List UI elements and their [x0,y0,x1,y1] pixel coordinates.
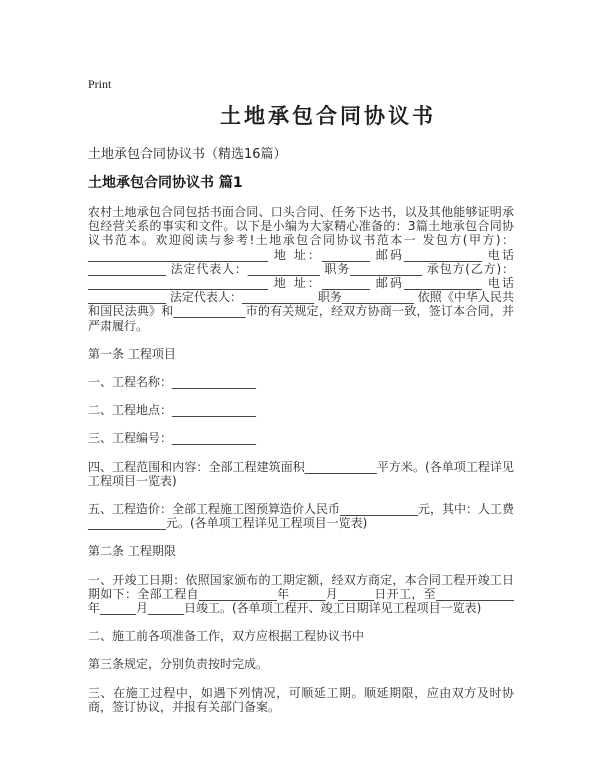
paragraph: 一、工程名称：______________ [88,375,257,390]
paragraph: 二、工程地点：______________ [88,403,257,418]
document-subtitle: 土地承包合同协议书（精选16篇） [88,147,287,162]
paragraph: 第一条 工程项目 [88,346,176,361]
paragraph: 三、工程编号：______________ [88,431,257,446]
print-link[interactable]: Print [88,77,112,91]
paragraph: 三、在施工过程中，如遇下列情况，可顺延工期。顺延期限，应由双方及时协商，签订协议，并报有关部门备案。 [88,685,514,714]
section-heading: 土地承包合同协议书 篇1 [88,175,243,191]
paragraph: 第三条规定，分别负责按时完成。 [88,657,269,672]
paragraph: 第二条 工程期限 [88,544,176,559]
paragraph: 农村土地承包合同包括书面合同、口头合同、任务下达书，以及其他能够证明承包经营关系的事实和文件。以下是小编为大家精心准备的：3篇土地承包合同协议书范本。欢迎阅读与参考!土地承包合同协议书范本一 发包方(甲方)：______________________________ 地 址：________ 邮码_____________ 电话_____________ 法定代表人：____________ 职务____________ 承包方(乙方)：______________________________ 地 址：________ 邮码_____________ 电话_____________ 法定代表人：____________ 职务____________ 依照《中华人民共和国民法典》和____________市的有关规定，经双方协商一致，签订本合同，并严肃履行。 [88,205,514,333]
document-body [88,205,514,714]
page-title: 土地承包合同协议书 [220,104,436,128]
paragraph: 二、施工前各项准备工作，双方应根据工程协议书中 [88,629,365,644]
paragraph: 五、工程造价：全部工程施工图预算造价人民币_____________元，其中：人工费_____________元。(各单项工程详见工程项目一览表) [88,502,515,531]
paragraph: 一、开竣工日期：依照国家颁布的工期定额，经双方商定，本合同工程开竣工日期如下：全部工程自_____________年______月______日开工，至_____________年______月______日竣工。(各单项工程开、竣工日期详见工程项目一览表) [88,572,514,616]
paragraph: 四、工程范围和内容：全部工程建筑面积____________平方米。(各单项工程详见工程项目一览表) [88,459,514,488]
